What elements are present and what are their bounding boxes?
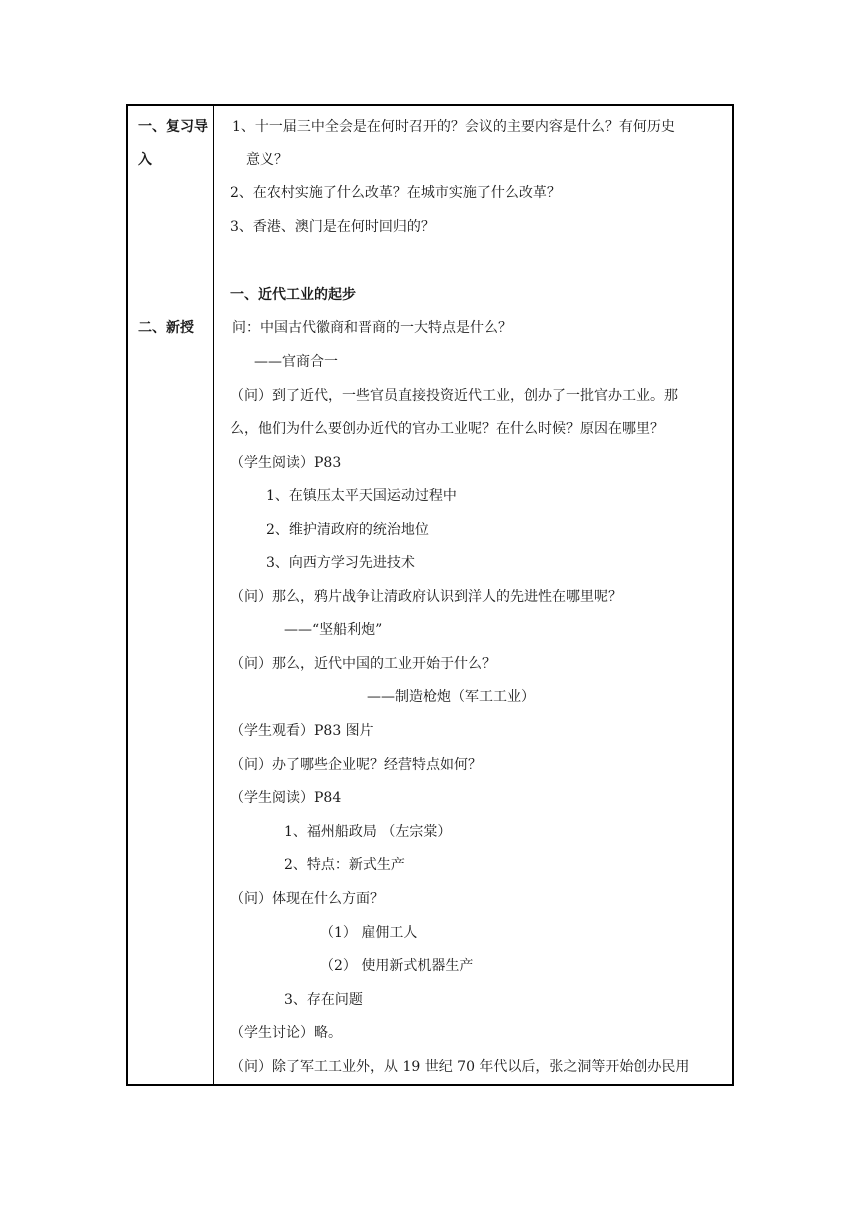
- content-line: （问）除了军工工业外，从 19 世纪 70 年代以后，张之洞等开始创办民用: [230, 1059, 690, 1075]
- review-question-3: 3、香港、澳门是在何时回归的？: [230, 219, 435, 235]
- content-line: ——制造枪炮（军工工业）: [367, 689, 535, 705]
- review-question-2: 2、在农村实施了什么改革？在城市实施了什么改革？: [230, 185, 561, 201]
- content-line: 3、存在问题: [284, 992, 363, 1008]
- content-line: （问）那么，近代中国的工业开始于什么？: [230, 656, 496, 672]
- content-line: 么，他们为什么要创办近代的官办工业呢？在什么时候？原因在哪里？: [230, 421, 664, 437]
- content-line: （问）办了哪些企业呢？经营特点如何？: [230, 757, 482, 773]
- review-question-1: 1、十一届三中全会是在何时召开的？会议的主要内容是什么？有何历史: [232, 119, 675, 135]
- content-line: （学生讨论）略。: [230, 1025, 342, 1041]
- new-lesson-label: 二、新授: [138, 320, 194, 336]
- content-line: （问）体现在什么方面？: [230, 891, 384, 907]
- review-label-line2: 入: [138, 152, 152, 168]
- content-line: 1、在镇压太平天国运动过程中: [266, 488, 457, 504]
- content-line: （学生阅读）P83: [230, 455, 342, 471]
- content-line: 3、向西方学习先进技术: [266, 555, 415, 571]
- review-question-1-cont: 意义？: [246, 152, 288, 168]
- content-line: （问）那么，鸦片战争让清政府认识到洋人的先进性在哪里呢？: [230, 589, 622, 605]
- content-line: 2、特点：新式生产: [284, 857, 405, 873]
- content-line: （学生阅读）P84: [230, 790, 342, 806]
- content-line: （2） 使用新式机器生产: [320, 958, 474, 974]
- lesson-table: [126, 104, 734, 1086]
- content-line: （学生观看）P83 图片: [230, 723, 374, 739]
- content-line: （1） 雇佣工人: [320, 925, 418, 941]
- content-line: 问：中国古代徽商和晋商的一大特点是什么？: [232, 320, 512, 336]
- content-line: 2、维护清政府的统治地位: [266, 522, 429, 538]
- content-line: （问）到了近代，一些官员直接投资近代工业，创办了一批官办工业。那: [230, 388, 678, 404]
- section-label-column: [128, 106, 213, 1084]
- content-column: [214, 106, 732, 1084]
- review-label-line1: 一、复习导: [138, 119, 208, 135]
- content-line: ——“坚船利炮”: [284, 622, 383, 638]
- content-line: ——官商合一: [254, 354, 338, 370]
- content-line: 1、福州船政局 （左宗棠）: [284, 824, 452, 840]
- section-title: 一、近代工业的起步: [230, 287, 356, 303]
